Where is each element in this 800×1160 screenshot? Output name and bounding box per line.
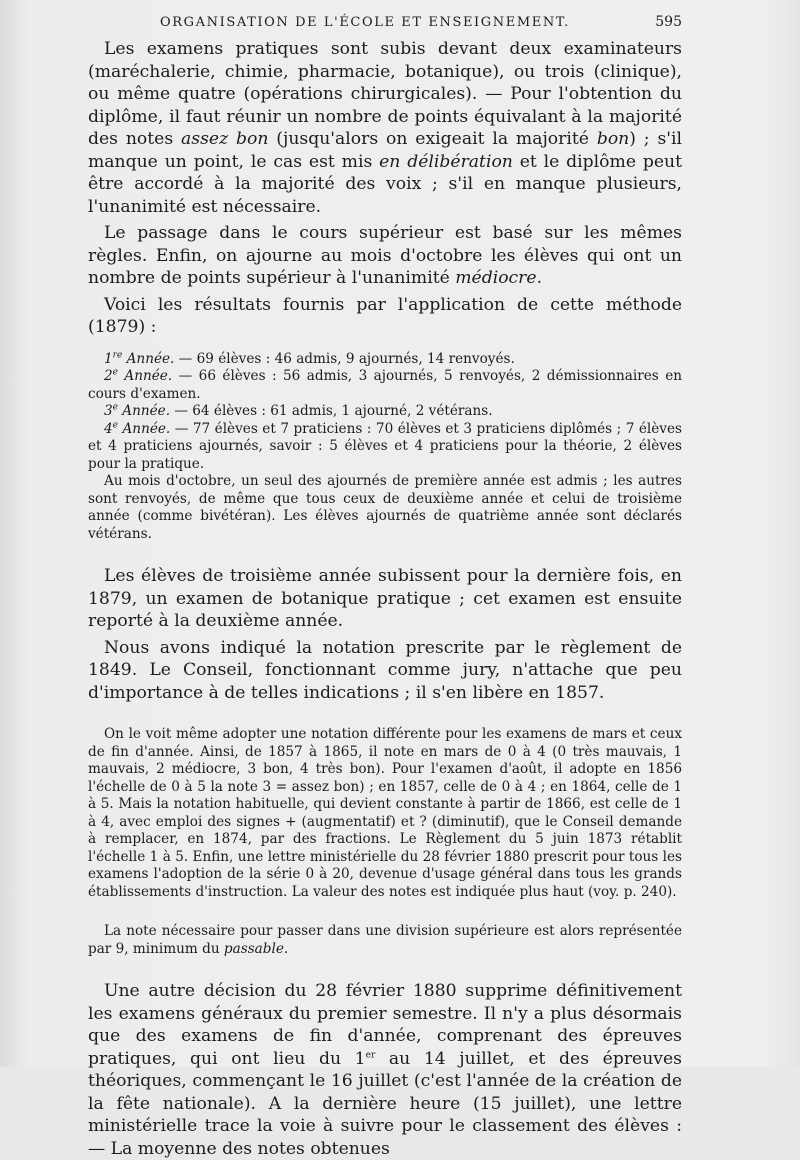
paragraph-notation-1849: Nous avons indiqué la notation prescrite par le règlement de 1849. Le Conseil, fonctionnant comme jury, n'attache que peu d'importance à de telles indications ; il s'en libère en 1857. — [88, 637, 682, 703]
paragraph-notation-details: On le voit même adopter une notation différente pour les examens de mars et ceux de fin d'année. Ainsi, de 1857 à 1865, il note en mars de 0 à 4 (0 très mauvais, 1 mauvais, 2 médiocre, 3 bon, 4 très bon). Pour l'examen d'août, il adopte en 1856 l'échelle de 0 à 5 la note 3 = assez bon) ; en 1857, celle de 0 à 4 ; en 1864, celle de 1 à 5. Mais la notation habituelle, qui devient constante à partir de 1866, est celle de 1 à 4, avec emploi des signes + (augmentatif) et ? (diminutif), que le Conseil demande à remplacer, en 1874, par des fractions. Le Règlement du 5 juin 1873 rétablit l'échelle 1 à 5. Enfin, une lettre ministérielle du 28 février 1880 prescrit pour tous les examens l'adoption de la série 0 à 20, devenue d'usage général dans tous les grands établissements d'instruction. La valeur des notes est indiquée plus haut (voy. p. 240). — [88, 726, 682, 900]
result-year-1: 1re Année. — 69 élèves : 46 admis, 9 ajournés, 14 renvoyés. — [104, 349, 515, 367]
paragraph-decision-1880: Une autre décision du 28 février 1880 supprime définitivement les examens généraux du premier semestre. Il n'y a plus désormais que des examens de fin d'année, comprenant des épreuves pratiques, qui ont lieu du 1er au 14 juillet, et des épreuves théoriques, commençant le 16 juillet (c'est l'année de la création de la fête nationale). A la dernière heure (15 juillet), une lettre ministérielle trace la voie à suivre pour le classement des élèves : — La moyenne des notes obtenues — [88, 981, 682, 1159]
page-number: 595 — [655, 14, 682, 30]
result-year-4: 4e Année. — 77 élèves et 7 praticiens : 70 élèves et 3 praticiens diplômés ; 7 élèves et 4 praticiens ajournés, savoir : 5 élèves et 4 praticiens pour la théorie, 2 élèves pour la pratique. — [88, 419, 682, 472]
paragraph-botany: Les élèves de troisième année subissent pour la dernière fois, en 1879, un examen de botanique pratique ; cet examen est ensuite reporté à la deuxième année. — [88, 566, 682, 631]
running-title: ORGANISATION DE L'ÉCOLE ET ENSEIGNEMENT. — [160, 15, 570, 30]
paragraph-passing-grade: La note nécessaire pour passer dans une division supérieure est alors représentée par 9, minimum du passable. — [88, 923, 682, 957]
paragraph-october: Au mois d'octobre, un seul des ajournés de première année est admis ; les autres sont renvoyés, de même que tous ceux de deuxième année et celui de troisième année (comme bivétéran). Les élèves ajournés de quatrième année sont déclarés vétérans. — [88, 473, 682, 542]
paragraph-results-intro: Voici les résultats fournis par l'application de cette méthode (1879) : — [88, 294, 682, 337]
result-year-3: 3e Année. — 64 élèves : 61 admis, 1 ajourné, 2 vétérans. — [104, 402, 493, 419]
results-list — [88, 351, 682, 474]
running-head — [160, 14, 682, 30]
paragraph-exam-rules: Les examens pratiques sont subis devant deux examinateurs (maréchalerie, chimie, pharmacie, botanique), ou trois (clinique), ou même quatre (opérations chirurgicales). — Pour l'obtention du diplôme, il faut réunir un nombre de points équivalant à la majorité des notes assez bon (jusqu'alors on exigeait la majorité bon) ; s'il manque un point, le cas est mis en délibération et le diplôme peut être accordé à la majorité des voix ; s'il en manque plusieurs, l'unanimité est nécessaire. — [88, 39, 682, 217]
paragraph-upper-course: Le passage dans le cours supérieur est basé sur les mêmes règles. Enfin, on ajourne au mois d'octobre les élèves qui ont un nombre de points supérieur à l'unanimité médiocre. — [88, 223, 682, 288]
result-year-2: 2e Année. — 66 élèves : 56 admis, 3 ajournés, 5 renvoyés, 2 démissionnaires en cours d'examen. — [88, 367, 682, 402]
